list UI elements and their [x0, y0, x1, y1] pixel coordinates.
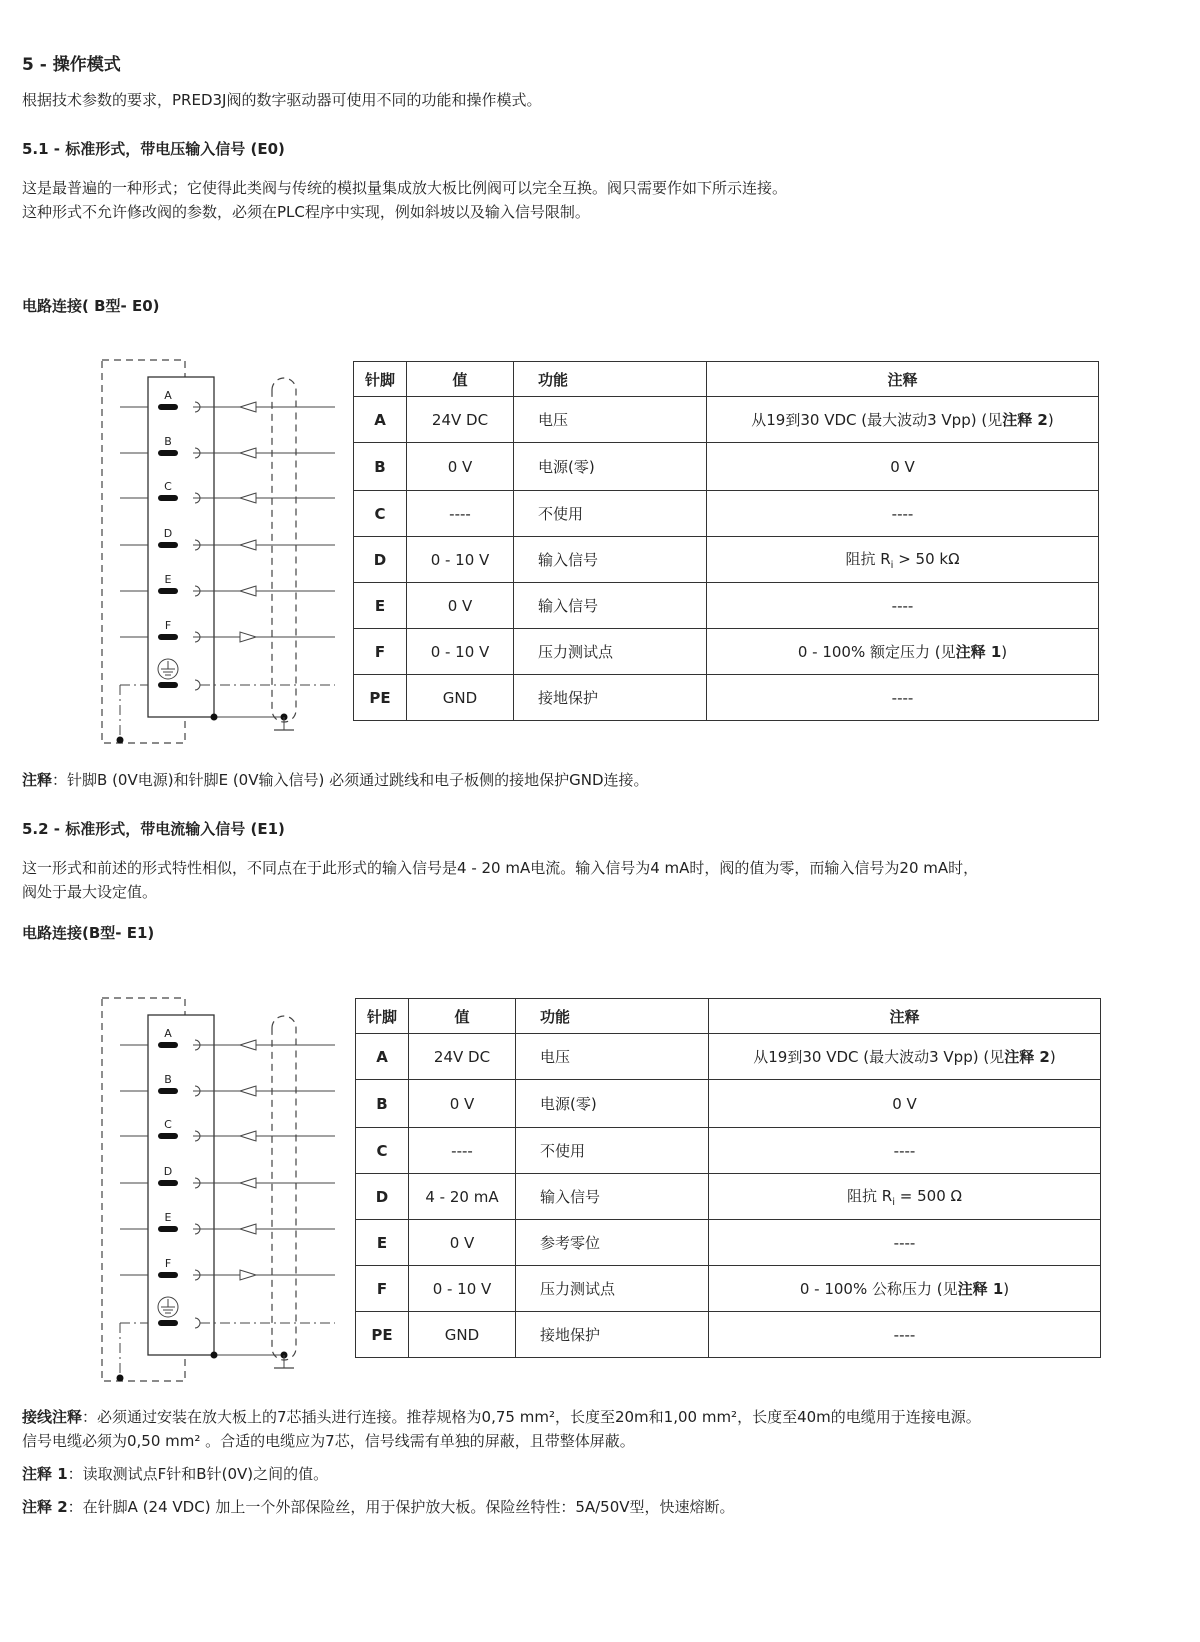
- pin-contact: [158, 1088, 178, 1094]
- value-cell: 0 V: [409, 1220, 516, 1266]
- table-header-row: [354, 362, 1099, 397]
- junction-dot: [211, 714, 218, 721]
- pin-cell: D: [356, 1174, 409, 1220]
- table-row: [354, 629, 1099, 675]
- function-cell: 输入信号: [516, 1174, 709, 1220]
- pin-contact: [158, 1226, 178, 1232]
- value-cell: 0 V: [407, 443, 514, 491]
- value-cell: 0 - 10 V: [407, 629, 514, 675]
- notes-cell: [707, 397, 1099, 443]
- function-cell: 压力测试点: [516, 1266, 709, 1312]
- pin-contact: [158, 1272, 178, 1278]
- notes-subscript: i: [892, 1197, 895, 1208]
- signal-arrow: [240, 1178, 256, 1188]
- cable-shield: [272, 1016, 296, 1360]
- notes-text: ----: [893, 1325, 916, 1344]
- notes-text-post: ): [1003, 1280, 1010, 1298]
- pin-label: D: [163, 1165, 173, 1178]
- value-cell: ----: [407, 491, 514, 537]
- notes-cell: [709, 1312, 1101, 1358]
- junction-dot: [211, 1352, 218, 1359]
- footnote-1-text: ：读取测试点F针和B针(0V)之间的值。: [67, 1465, 329, 1483]
- value-cell: ----: [409, 1128, 516, 1174]
- pin-label: B: [164, 435, 172, 448]
- pin-cell: E: [354, 583, 407, 629]
- wiring-note: [22, 1405, 981, 1430]
- notes-ref: 注释 2: [1004, 1048, 1050, 1066]
- signal-arrow: [240, 493, 256, 503]
- connector-block: [148, 1015, 214, 1355]
- notes-text: ----: [893, 1141, 916, 1160]
- pin-label: E: [164, 1211, 172, 1224]
- signal-arrow: [240, 448, 256, 458]
- pin-table-e0: [353, 361, 1099, 721]
- header-function: 功能: [514, 362, 707, 397]
- notes-text: ----: [893, 1233, 916, 1252]
- value-cell: 24V DC: [409, 1034, 516, 1080]
- paragraph: 这是最普遍的一种形式；它使得此类阀与传统的模拟量集成放大板比例阀可以完全互换。阀只需要作如下所示连接。: [22, 179, 788, 197]
- paragraph: 这一形式和前述的形式特性相似，不同点在于此形式的输入信号是4 - 20 mA电流。输入信号为4 mA时，阀的值为零，而输入信号为20 mA时，: [22, 859, 979, 877]
- signal-arrow: [240, 540, 256, 550]
- value-cell: GND: [409, 1312, 516, 1358]
- function-cell: 不使用: [516, 1128, 709, 1174]
- notes-text: 从19到30 VDC (最大波动3 Vpp) (见: [753, 1048, 1005, 1066]
- value-cell: 0 V: [407, 583, 514, 629]
- value-cell: 4 - 20 mA: [409, 1174, 516, 1220]
- function-cell: 参考零位: [516, 1220, 709, 1266]
- notes-cell: [709, 1266, 1101, 1312]
- signal-arrow: [240, 632, 256, 642]
- notes-ref: 注释 1: [957, 1280, 1004, 1298]
- table-row: [354, 537, 1099, 583]
- notes-cell: [707, 629, 1099, 675]
- notes-text: 0 - 100% 公称压力 (见: [799, 1280, 958, 1298]
- pin-contact: [158, 1042, 178, 1048]
- pin-contact: [158, 404, 178, 410]
- notes-text: 从19到30 VDC (最大波动3 Vpp) (见: [751, 411, 1003, 429]
- wiring-diagram-e0: [100, 355, 345, 750]
- pin-label: F: [164, 1257, 172, 1270]
- value-cell: 0 - 10 V: [409, 1266, 516, 1312]
- table-row: [356, 1174, 1101, 1220]
- pin-cell: D: [354, 537, 407, 583]
- notes-text-post: ): [1049, 1048, 1056, 1066]
- pin-label: C: [164, 1118, 172, 1131]
- pin-cell: F: [354, 629, 407, 675]
- notes-text: 0 - 100% 额定压力 (见: [797, 643, 956, 661]
- pin-label: C: [164, 480, 172, 493]
- table-row: [354, 491, 1099, 537]
- pin-contact: [158, 495, 178, 501]
- function-cell: 输入信号: [514, 537, 707, 583]
- pin-label: A: [164, 389, 172, 402]
- notes-cell: [709, 1034, 1101, 1080]
- header-function: 功能: [516, 999, 709, 1034]
- notes-cell: [709, 1220, 1101, 1266]
- pin-contact: [158, 1180, 178, 1186]
- notes-text: ----: [891, 688, 914, 707]
- wiring-note-line2: 信号电缆必须为0,50 mm² 。合适的电缆应为7芯，信号线需有单独的屏蔽，且带整体屏蔽。: [22, 1432, 635, 1450]
- value-cell: 0 V: [409, 1080, 516, 1128]
- table-row: [354, 397, 1099, 443]
- header-pin: 针脚: [354, 362, 407, 397]
- pin-contact: [158, 542, 178, 548]
- section-intro: 根据技术参数的要求，PRED3J阀的数字驱动器可使用不同的功能和操作模式。: [22, 91, 542, 109]
- footnote-2-label: 注释 2: [22, 1498, 68, 1516]
- notes-text: ----: [891, 504, 914, 523]
- notes-text: ----: [891, 596, 914, 615]
- pin-label: B: [164, 1073, 172, 1086]
- notes-text: 0 V: [892, 1094, 917, 1113]
- function-cell: 压力测试点: [514, 629, 707, 675]
- pin-cell: PE: [356, 1312, 409, 1358]
- notes-text-post: = 500 Ω: [895, 1187, 962, 1205]
- table-row: [356, 1080, 1101, 1128]
- function-cell: 输入信号: [514, 583, 707, 629]
- value-cell: 0 - 10 V: [407, 537, 514, 583]
- table-row: [356, 1312, 1101, 1358]
- notes-text-post: ): [1001, 643, 1008, 661]
- section-title: 5 - 操作模式: [22, 55, 121, 75]
- pin-cell: C: [354, 491, 407, 537]
- pin-label: E: [164, 573, 172, 586]
- pin-cell: E: [356, 1220, 409, 1266]
- table-header-row: [356, 999, 1101, 1034]
- function-cell: 电压: [516, 1034, 709, 1080]
- note-text: ：针脚B (0V电源)和针脚E (0V输入信号) 必须通过跳线和电子板侧的接地保护GND连接。: [52, 771, 649, 789]
- footnote-2: [22, 1495, 735, 1520]
- header-notes: 注释: [709, 999, 1101, 1034]
- table-row: [356, 1128, 1101, 1174]
- header-value: 值: [409, 999, 516, 1034]
- notes-cell: [709, 1080, 1101, 1128]
- connector-block: [148, 377, 214, 717]
- pin-table-e1: [355, 998, 1101, 1358]
- notes-cell: [709, 1128, 1101, 1174]
- note-e0: [22, 768, 649, 793]
- value-cell: GND: [407, 675, 514, 721]
- notes-cell: [707, 537, 1099, 583]
- pin-contact: [158, 1133, 178, 1139]
- signal-arrow: [240, 586, 256, 596]
- value-cell: 24V DC: [407, 397, 514, 443]
- pin-contact: [158, 682, 178, 688]
- pin-cell: B: [354, 443, 407, 491]
- table-row: [356, 1266, 1101, 1312]
- notes-text: 阻抗 R: [847, 1187, 893, 1205]
- pin-cell: A: [356, 1034, 409, 1080]
- wiring-title-e1: 电路连接(B型- E1): [22, 924, 155, 942]
- pin-cell: A: [354, 397, 407, 443]
- pin-cell: B: [356, 1080, 409, 1128]
- pin-cell: C: [356, 1128, 409, 1174]
- signal-arrow: [240, 1086, 256, 1096]
- signal-arrow: [240, 1040, 256, 1050]
- table-row: [356, 1220, 1101, 1266]
- footnote-1-label: 注释 1: [22, 1465, 68, 1483]
- notes-cell: [707, 675, 1099, 721]
- notes-cell: [707, 491, 1099, 537]
- pin-cell: F: [356, 1266, 409, 1312]
- notes-subscript: i: [890, 560, 894, 571]
- pin-label: D: [163, 527, 173, 540]
- table-row: [356, 1034, 1101, 1080]
- notes-cell: [707, 443, 1099, 491]
- pin-label: A: [164, 1027, 172, 1040]
- function-cell: 电源(零): [514, 443, 707, 491]
- function-cell: 不使用: [514, 491, 707, 537]
- cable-shield: [272, 378, 296, 722]
- notes-ref: 注释 2: [1002, 411, 1048, 429]
- footnote-2-text: ：在针脚A (24 VDC) 加上一个外部保险丝，用于保护放大板。保险丝特性：5A/50V型，快速熔断。: [67, 1498, 735, 1516]
- pin-label: F: [164, 619, 172, 632]
- subsection-title-e0: 5.1 - 标准形式，带电压输入信号 (E0): [22, 140, 285, 158]
- notes-text-post: ): [1047, 411, 1054, 429]
- table-row: [354, 675, 1099, 721]
- table-row: [354, 583, 1099, 629]
- paragraph: 这种形式不允许修改阀的参数，必须在PLC程序中实现，例如斜坡以及输入信号限制。: [22, 203, 590, 221]
- pin-contact: [158, 450, 178, 456]
- signal-arrow: [240, 1270, 256, 1280]
- junction-dot: [117, 1375, 124, 1382]
- function-cell: 接地保护: [514, 675, 707, 721]
- function-cell: 接地保护: [516, 1312, 709, 1358]
- notes-text: 0 V: [890, 457, 915, 476]
- table-row: [354, 443, 1099, 491]
- signal-arrow: [240, 402, 256, 412]
- pin-cell: PE: [354, 675, 407, 721]
- subsection-title-e1: 5.2 - 标准形式，带电流输入信号 (E1): [22, 820, 285, 838]
- header-value: 值: [407, 362, 514, 397]
- signal-arrow: [240, 1224, 256, 1234]
- wiring-note-text: ：必须通过安装在放大板上的7芯插头进行连接。推荐规格为0,75 mm²，长度至20m和1,00 mm²，长度至40m的电缆用于连接电源。: [82, 1408, 981, 1426]
- pin-contact: [158, 588, 178, 594]
- function-cell: 电源(零): [516, 1080, 709, 1128]
- footnote-1: [22, 1462, 328, 1487]
- paragraph: 阀处于最大设定值。: [22, 883, 158, 901]
- function-cell: 电压: [514, 397, 707, 443]
- wiring-note-label: 接线注释: [22, 1408, 83, 1426]
- notes-cell: [707, 583, 1099, 629]
- header-notes: 注释: [707, 362, 1099, 397]
- notes-text: 阻抗 R: [845, 550, 891, 568]
- wiring-diagram-e1: [100, 993, 345, 1388]
- notes-cell: [709, 1174, 1101, 1220]
- pin-contact: [158, 1320, 178, 1326]
- header-pin: 针脚: [356, 999, 409, 1034]
- wiring-title-e0: 电路连接( B型- E0): [22, 297, 160, 315]
- junction-dot: [117, 737, 124, 744]
- notes-ref: 注释 1: [955, 643, 1002, 661]
- pin-contact: [158, 634, 178, 640]
- note-label: 注释: [22, 771, 53, 789]
- signal-arrow: [240, 1131, 256, 1141]
- notes-text-post: > 50 kΩ: [893, 550, 960, 568]
